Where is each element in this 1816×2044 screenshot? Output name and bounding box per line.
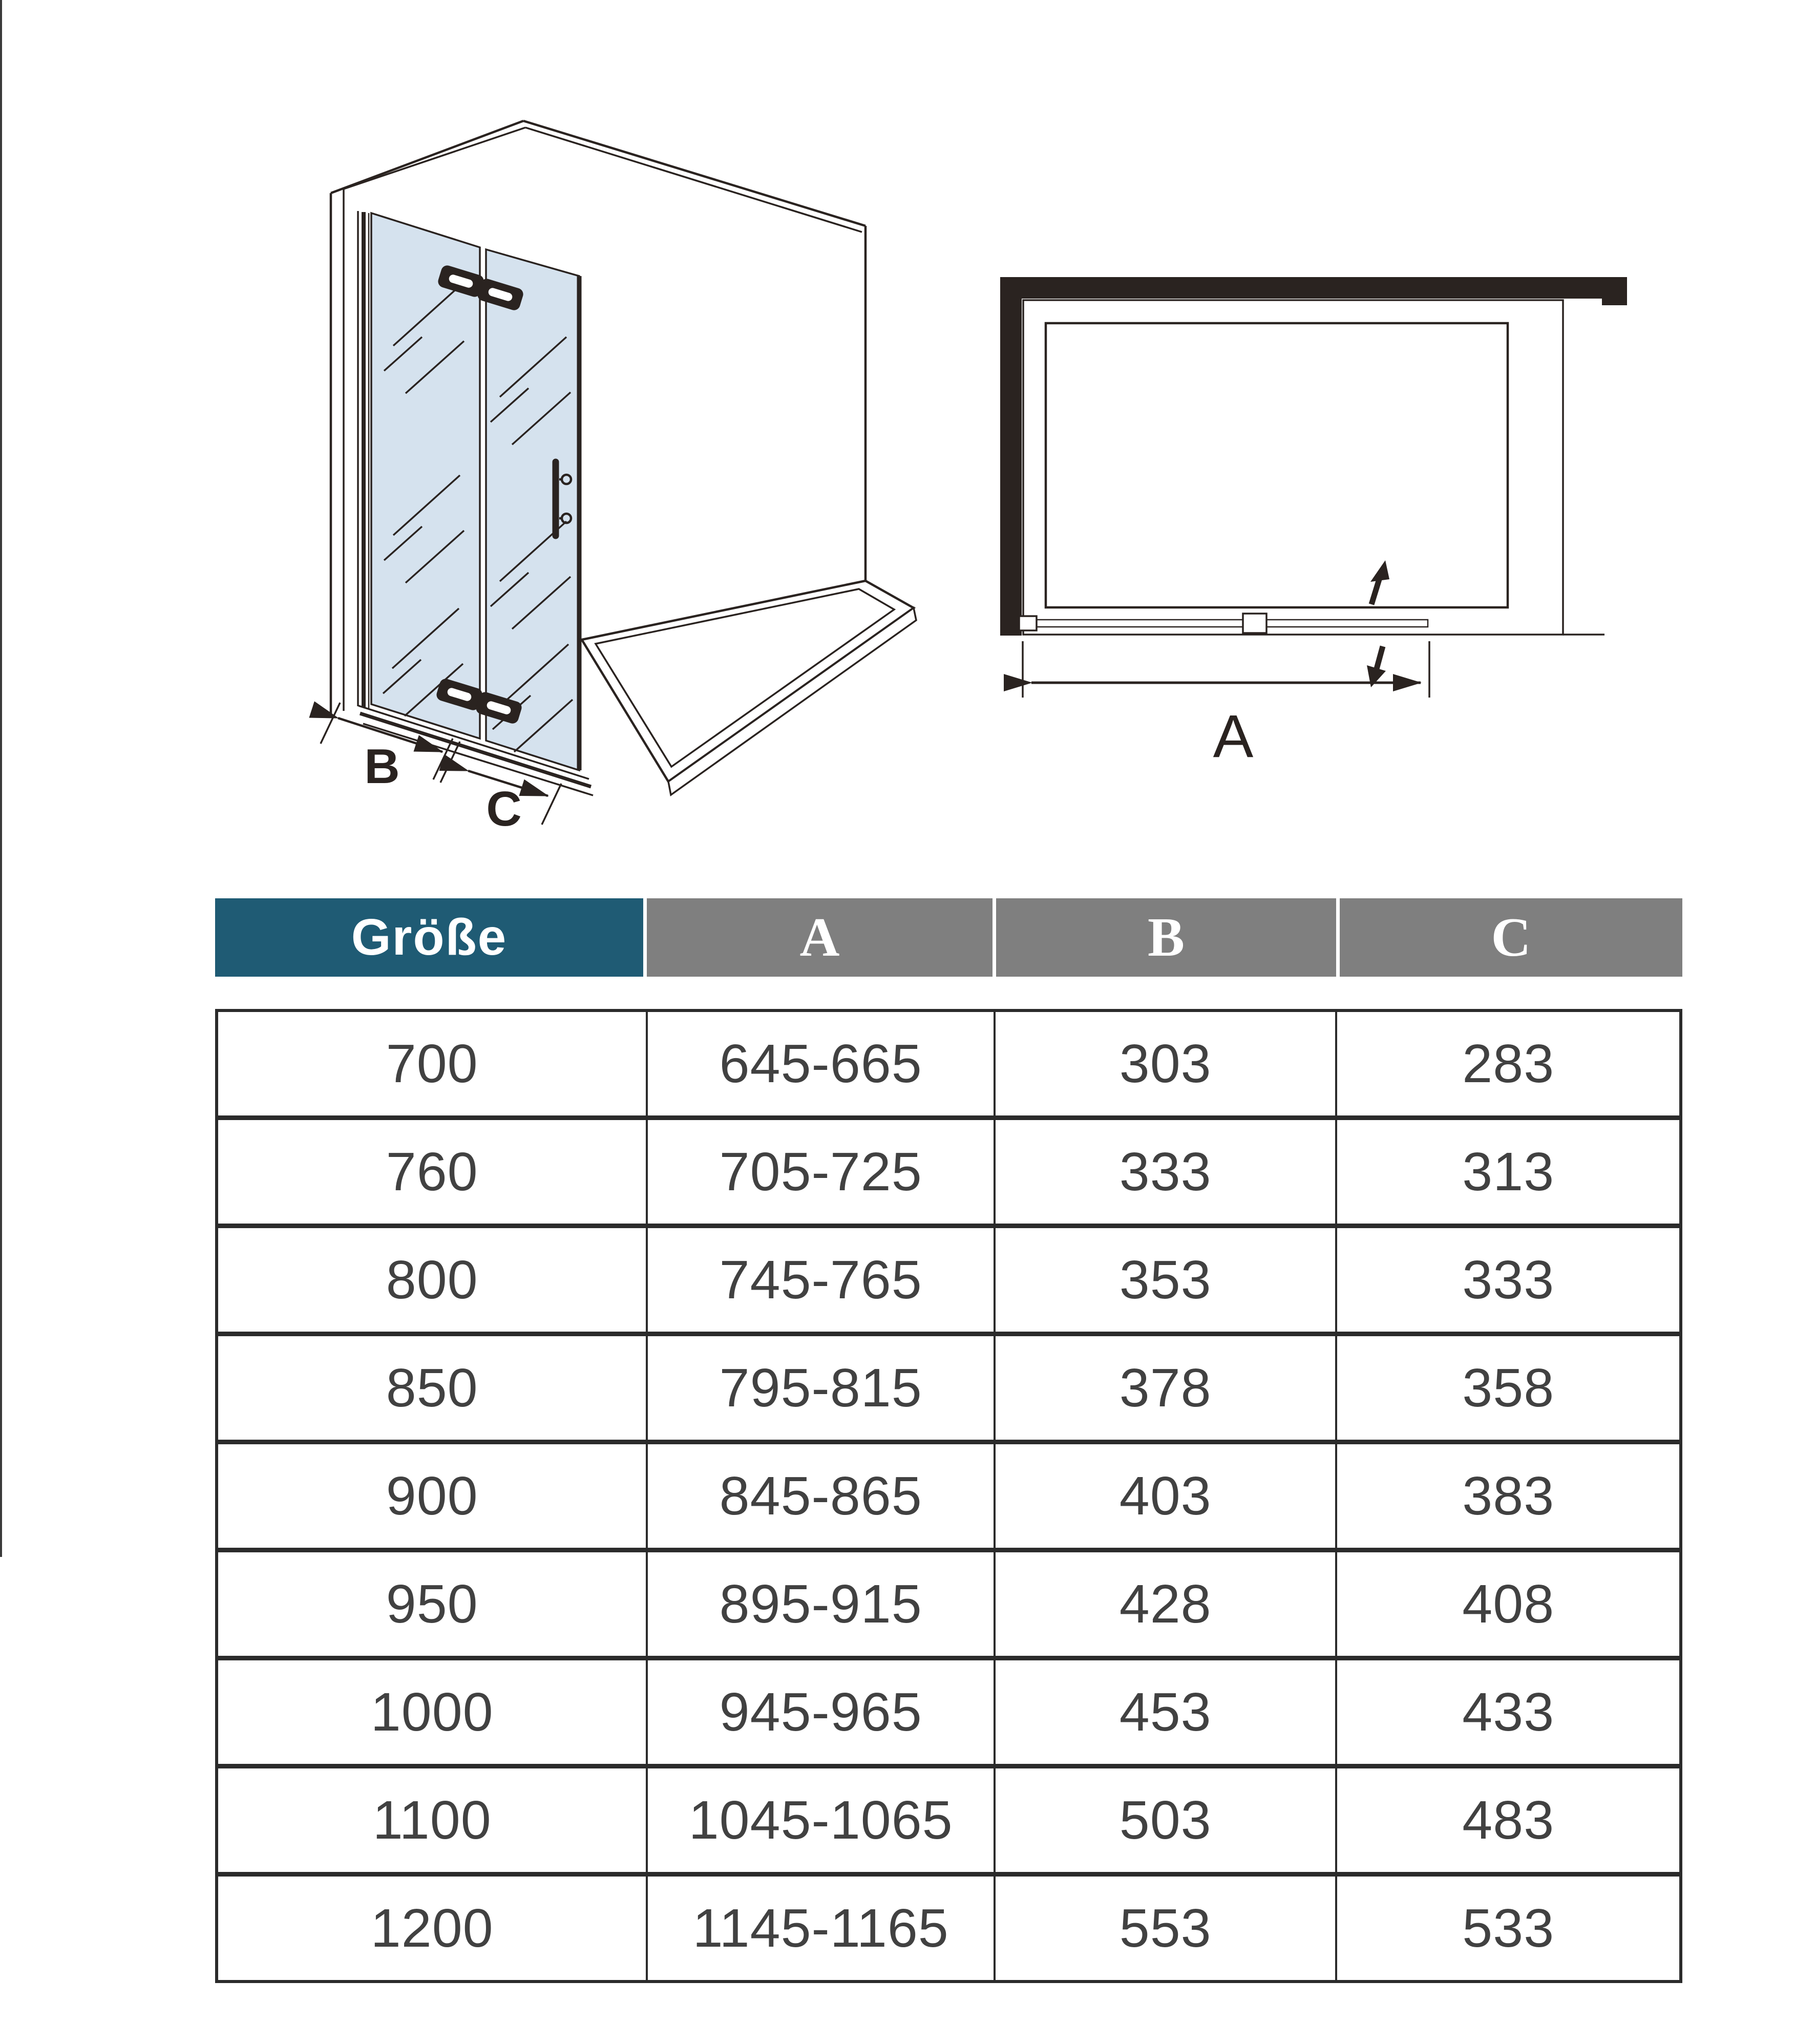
table-row — [217, 1766, 1681, 1874]
size-table-header — [215, 898, 1682, 977]
table-cell: 1000 — [217, 1658, 647, 1766]
plan-diagram — [1000, 277, 1627, 698]
table-cell: 408 — [1336, 1550, 1681, 1658]
shower-tray — [582, 581, 916, 795]
tray-outline — [1046, 323, 1508, 607]
table-cell: 845-865 — [647, 1442, 995, 1550]
iso-diagram — [321, 121, 916, 825]
table-cell: 705-725 — [647, 1118, 995, 1226]
table-cell: 553 — [995, 1874, 1337, 1982]
table-row — [217, 1334, 1681, 1442]
table-cell: 503 — [995, 1766, 1337, 1874]
table-cell: 895-915 — [647, 1550, 995, 1658]
table-cell: 358 — [1336, 1334, 1681, 1442]
table-cell: 850 — [217, 1334, 647, 1442]
table-cell: 313 — [1336, 1118, 1681, 1226]
table-cell: 333 — [995, 1118, 1337, 1226]
wall-left — [1000, 277, 1022, 636]
table-cell: 1145-1165 — [647, 1874, 995, 1982]
table-cell: 900 — [217, 1442, 647, 1550]
table-row — [217, 1442, 1681, 1550]
table-cell: 945-965 — [647, 1658, 995, 1766]
table-cell: 433 — [1336, 1658, 1681, 1766]
size-table-body — [217, 1010, 1681, 1982]
table-cell: 333 — [1336, 1226, 1681, 1334]
table-cell: 378 — [995, 1334, 1337, 1442]
left-edge-artifact — [0, 0, 2, 1557]
table-row — [217, 1658, 1681, 1766]
enclosure-outline — [1023, 300, 1563, 635]
table-cell: 533 — [1336, 1874, 1681, 1982]
size-table — [215, 1009, 1682, 1983]
table-cell: 1100 — [217, 1766, 647, 1874]
table-cell: 645-665 — [647, 1010, 995, 1118]
header-cell-a: A — [647, 898, 993, 977]
wall-profile — [358, 211, 369, 708]
table-cell: 383 — [1336, 1442, 1681, 1550]
table-cell: 483 — [1336, 1766, 1681, 1874]
table-cell: 1045-1065 — [647, 1766, 995, 1874]
table-cell: 950 — [217, 1550, 647, 1658]
table-cell: 745-765 — [647, 1226, 995, 1334]
table-cell: 453 — [995, 1658, 1337, 1766]
table-row — [217, 1874, 1681, 1982]
table-cell: 428 — [995, 1550, 1337, 1658]
door-rail — [1019, 614, 1428, 633]
table-row — [217, 1226, 1681, 1334]
header-cell-c: C — [1340, 898, 1682, 977]
table-cell: 303 — [995, 1010, 1337, 1118]
table-cell: 403 — [995, 1442, 1337, 1550]
glass-panel-door — [486, 249, 579, 770]
wall-top — [1000, 277, 1627, 299]
table-row — [217, 1010, 1681, 1118]
table-cell: 1200 — [217, 1874, 647, 1982]
dim-label-a: A — [1213, 703, 1254, 770]
table-cell: 800 — [217, 1226, 647, 1334]
dim-label-c: C — [486, 782, 522, 836]
table-row — [217, 1550, 1681, 1658]
header-cell-groesse: Größe — [215, 898, 643, 977]
table-cell: 795-815 — [647, 1334, 995, 1442]
table-cell: 353 — [995, 1226, 1337, 1334]
header-cell-b: B — [996, 898, 1336, 977]
table-cell: 700 — [386, 1033, 478, 1094]
table-cell: 760 — [217, 1118, 647, 1226]
table-row — [217, 1118, 1681, 1226]
table-cell: 283 — [1336, 1010, 1681, 1118]
dim-label-b: B — [364, 739, 400, 794]
